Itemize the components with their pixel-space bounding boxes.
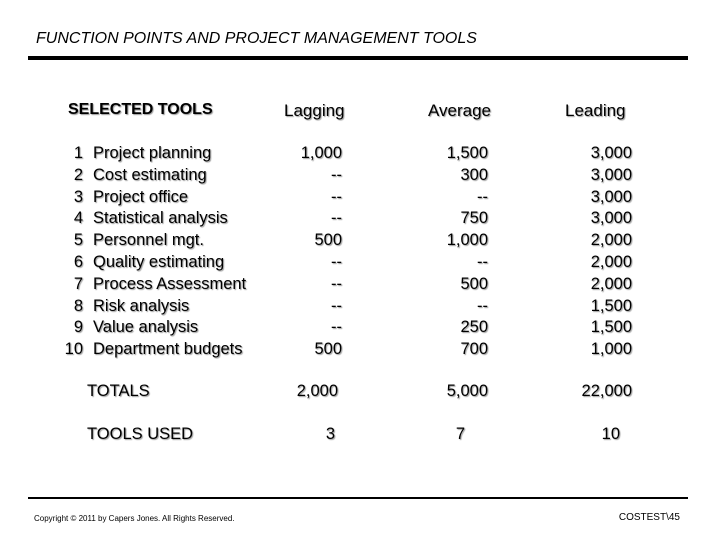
tool-name: Project planning xyxy=(93,144,212,162)
table-row xyxy=(0,209,720,231)
row-number: 9 xyxy=(73,318,83,337)
slide-id: COSTEST\45 xyxy=(618,512,680,523)
header-average: Average xyxy=(428,101,492,120)
copyright-notice: Copyright © 2011 by Capers Jones. All Rights Reserved. xyxy=(34,514,235,523)
average-value: 1,000 xyxy=(446,231,488,250)
row-number: 7 xyxy=(73,274,83,293)
row-number: 3 xyxy=(73,187,83,206)
table-row xyxy=(0,188,720,210)
row-number: 6 xyxy=(73,252,83,271)
header-selected-tools: SELECTED TOOLS xyxy=(68,101,213,118)
table-row xyxy=(0,166,720,188)
row-number: 5 xyxy=(73,231,83,250)
tool-name: Process Assessment xyxy=(93,274,247,293)
totals-lagging: 2,000 xyxy=(296,382,338,400)
bottom-divider xyxy=(28,497,688,499)
leading-value: 2,000 xyxy=(590,252,632,271)
row-number: 10 xyxy=(64,340,83,359)
average-value: 300 xyxy=(460,165,488,184)
average-value: 700 xyxy=(460,340,488,359)
tool-name: Project office xyxy=(93,187,189,206)
row-number: 2 xyxy=(73,165,83,184)
tools-table xyxy=(0,144,720,362)
table-row xyxy=(0,253,720,275)
totals-leading: 22,000 xyxy=(581,382,632,400)
row-number: 8 xyxy=(73,296,83,315)
header-leading: Leading xyxy=(565,101,626,120)
table-row xyxy=(0,340,720,362)
tool-name: Value analysis xyxy=(93,318,199,337)
top-divider xyxy=(28,56,688,60)
row-number: 4 xyxy=(73,209,83,228)
tool-name: Cost estimating xyxy=(93,165,207,184)
average-value: -- xyxy=(477,296,488,315)
slide-title: FUNCTION POINTS AND PROJECT MANAGEMENT TOOLS xyxy=(36,30,477,47)
lagging-value: -- xyxy=(331,187,342,206)
lagging-value: -- xyxy=(331,296,342,315)
row-number: 1 xyxy=(73,144,83,162)
tools-used-lagging: 3 xyxy=(325,425,335,443)
lagging-value: -- xyxy=(331,165,342,184)
header-lagging: Lagging xyxy=(284,101,345,120)
tool-name: Statistical analysis xyxy=(93,209,228,228)
table-row xyxy=(0,144,720,166)
leading-value: 3,000 xyxy=(590,144,632,162)
totals-average: 5,000 xyxy=(446,382,488,400)
tools-used-leading: 10 xyxy=(601,425,620,443)
leading-value: 1,000 xyxy=(590,340,632,359)
totals-label: TOTALS xyxy=(87,382,150,400)
lagging-value: -- xyxy=(331,274,342,293)
tool-name: Department budgets xyxy=(93,340,243,359)
average-value: 250 xyxy=(460,318,488,337)
average-value: -- xyxy=(477,252,488,271)
leading-value: 1,500 xyxy=(590,318,632,337)
leading-value: 3,000 xyxy=(590,187,632,206)
table-row xyxy=(0,297,720,319)
leading-value: 3,000 xyxy=(590,165,632,184)
leading-value: 3,000 xyxy=(590,209,632,228)
lagging-value: -- xyxy=(331,209,342,228)
tool-name: Risk analysis xyxy=(93,296,190,315)
tools-used-average: 7 xyxy=(455,425,465,443)
leading-value: 2,000 xyxy=(590,231,632,250)
leading-value: 1,500 xyxy=(590,296,632,315)
lagging-value: -- xyxy=(331,252,342,271)
lagging-value: 1,000 xyxy=(300,144,342,162)
table-row xyxy=(0,231,720,253)
leading-value: 2,000 xyxy=(590,274,632,293)
average-value: 1,500 xyxy=(446,144,488,162)
tools-used-label: TOOLS USED xyxy=(87,425,194,443)
table-row xyxy=(0,275,720,297)
lagging-value: -- xyxy=(331,318,342,337)
lagging-value: 500 xyxy=(314,231,342,250)
tool-name: Personnel mgt. xyxy=(93,231,204,250)
average-value: 750 xyxy=(460,209,488,228)
lagging-value: 500 xyxy=(314,340,342,359)
average-value: 500 xyxy=(460,274,488,293)
average-value: -- xyxy=(477,187,488,206)
table-row xyxy=(0,318,720,340)
tool-name: Quality estimating xyxy=(93,252,225,271)
